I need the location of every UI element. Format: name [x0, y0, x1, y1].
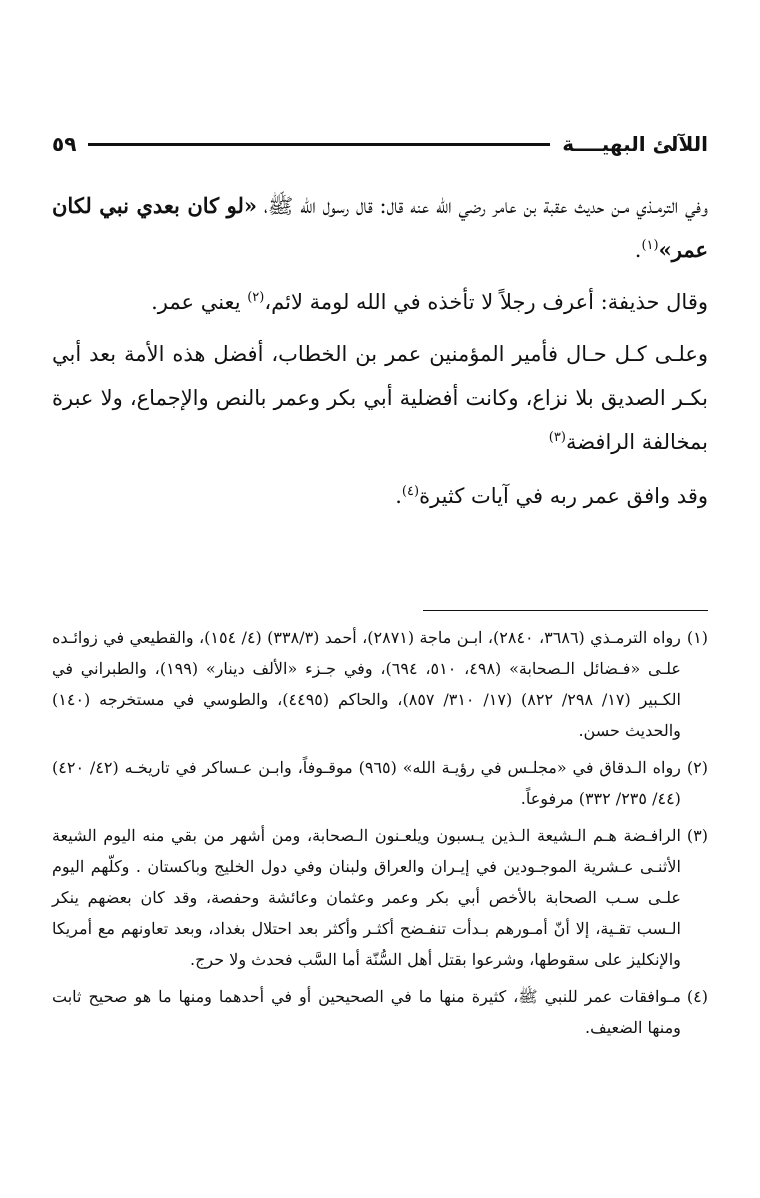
- footnote-ref-1[interactable]: (١): [641, 238, 659, 253]
- footnote-text: رواه الترمـذي (٣٦٨٦، ٢٨٤٠)، ابـن ماجة (٢٨٧١)، أحمد (٣٣٨/٣) (٤/ ١٥٤)، والقطيعي في زوائـده علـى «فـضائل الـصحابة» (٤٩٨، ٥١٠، ٦٩٤)، وفي جـزء «الألف دينار» (١٩٩)، والطبراني في الكـبير (١٧/ ٢٩٨/ ٨٢٢) (١٧/ ٣١٠/ ٨٥٧)، والحاكم (٤٤٩٥)، والطوسي في مستخرجه (١٤٠) والحديث حسن.: [52, 628, 681, 740]
- paragraph-2-text: وقال حذيفة: أعرف رجلاً لا تأخذه في الله لومة لائم،: [264, 290, 708, 314]
- footnote-separator: [423, 610, 708, 611]
- footnote-1: [52, 622, 708, 746]
- footnote-4: [52, 981, 708, 1043]
- footnote-number: (٢): [686, 758, 708, 777]
- footnote-3: [52, 820, 708, 975]
- paragraph-1: [52, 184, 708, 272]
- page-header: [52, 126, 708, 162]
- paragraph-2: [52, 280, 708, 324]
- paragraph-1-text: وفي الترمـذي مـن حديث عقبة بن عامر رضي الله عنه قال: قال رسول الله ﷺ،: [257, 194, 708, 218]
- header-rule: [88, 143, 550, 146]
- footnote-text: الرافـضة هـم الـشيعة الـذين يـسبون ويلعـنون الـصحابة، ومن أشهر من بقي منه اليوم الشيعة الأثنـى عـشرية الموجـودين في إيـران والعراق ولبنان وفي دول الخليج وباكستان . وكلّهم اليوم علـى سـب الصحابة بالأخص أبي بكر وعمر وعثمان وعائشة وحفصة، وقد كان بعضهم ينكر الـسب تقـية، إلا أنّ أمـورهم بـدأت تنفـضح أكثـر وأكثر بعد احتلال بغداد، وبعد تعاونهم مع أمريكا والإنكليز على سقوطها، وشرعوا بقتل أهل السُّنّة أما السَّب فحدث ولا حرج.: [52, 826, 681, 969]
- paragraph-3: [52, 332, 708, 464]
- footnote-text: مـوافقات عمر للنبي ﷺ، كثيرة منها ما في الصحيحين أو في أحدهما ومنها ما هو صحيح ثابت ومنها الضعيف.: [52, 987, 681, 1037]
- page-number: ٥٩: [52, 132, 77, 156]
- footnote-text: رواه الـدقاق في «مجلـس في رؤيـة الله» (٩٦٥) موقـوفاً، وابـن عـساكر في تاريخـه (٤٢/ ٤٢٠) (٤٤/ ٢٣٥/ ٣٣٢) مرفوعاً.: [52, 758, 681, 808]
- running-title: اللآلئ البهيــــة: [562, 132, 708, 156]
- footnote-ref-2[interactable]: (٢): [247, 290, 265, 305]
- paragraph-3-text: وعلـى كـل حـال فأمير المؤمنين عمر بن الخطاب، أفضل هذه الأمة بعد أبي بكـر الصديق بلا نزاع، وكانت أفضلية أبي بكر وعمر بالنص والإجماع، ولا عبرة بمخالفة الرافضة: [52, 342, 708, 454]
- hadith-quote: «لو كان بعدي نبي لكان عمر»: [52, 193, 708, 262]
- paragraph-1-end: .: [634, 238, 642, 262]
- footnote-ref-4[interactable]: (٤): [401, 484, 420, 499]
- footnote-ref-3[interactable]: (٣): [548, 430, 566, 445]
- footnote-number: (٣): [686, 826, 708, 845]
- footnotes: [52, 622, 708, 1049]
- main-text: [52, 184, 708, 526]
- paragraph-4: [52, 474, 708, 518]
- paragraph-4-end: .: [395, 484, 402, 508]
- footnote-number: (٤): [686, 987, 708, 1006]
- paragraph-2-end: يعني عمر.: [151, 290, 248, 314]
- paragraph-4-text: وقد وافق عمر ربه في آيات كثيرة: [419, 484, 708, 508]
- footnote-2: [52, 752, 708, 814]
- footnote-number: (١): [686, 628, 708, 647]
